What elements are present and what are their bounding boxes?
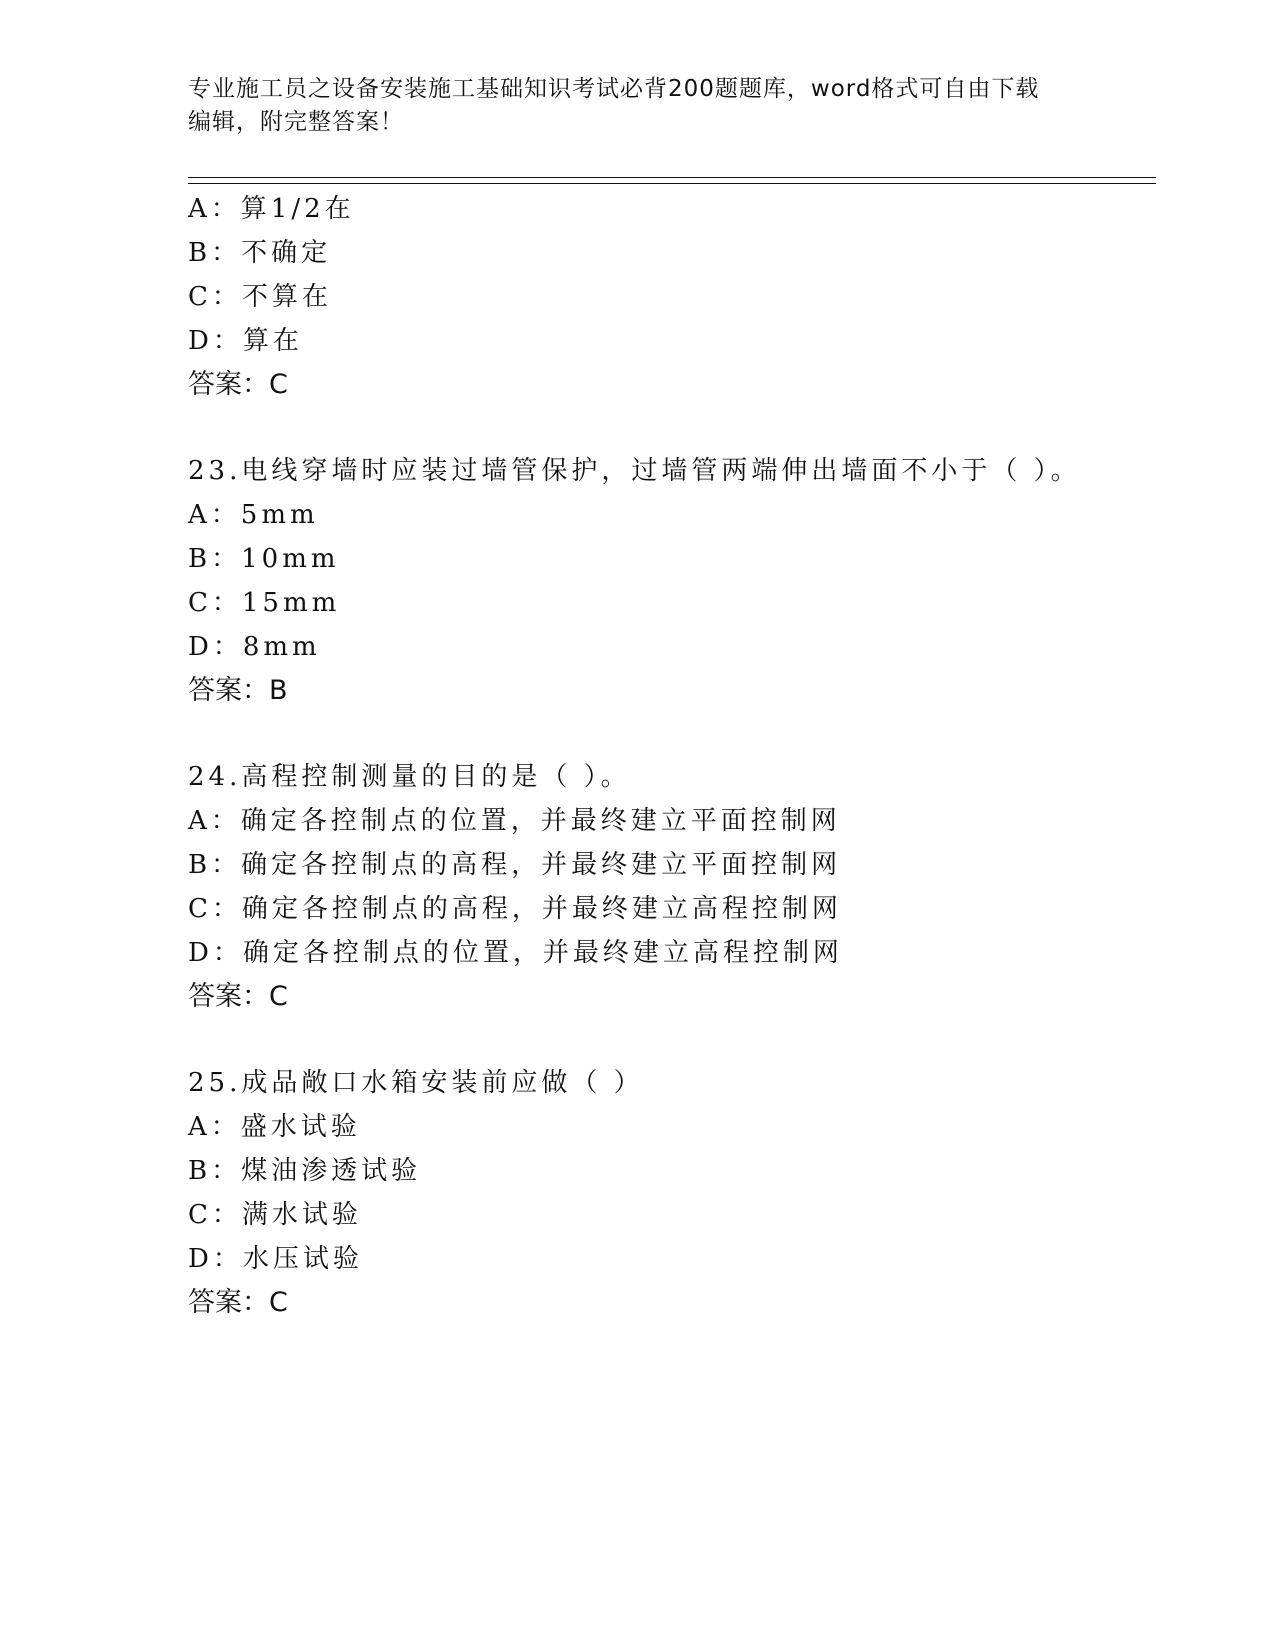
answer-line: 答案：B	[188, 675, 288, 706]
header-line-1: 专业施工员之设备安装施工基础知识考试必背200题题库，word格式可自由下载	[188, 76, 1040, 102]
question-25: 25.成品敞口水箱安装前应做（ ）	[188, 1068, 644, 1098]
option-c: C：不算在	[188, 282, 332, 312]
option-c: C：确定各控制点的高程，并最终建立高程控制网	[188, 894, 842, 924]
question-24: 24.高程控制测量的目的是（ ）。	[188, 762, 631, 792]
answer-line: 答案：C	[188, 1287, 288, 1318]
option-b: B：不确定	[188, 238, 332, 268]
option-a: A：盛水试验	[188, 1112, 361, 1142]
answer-line: 答案：C	[188, 369, 288, 400]
option-d: D：算在	[188, 326, 303, 356]
option-a: A：5mm	[188, 500, 319, 530]
header-divider-top	[188, 177, 1156, 178]
option-d: D：水压试验	[188, 1244, 363, 1274]
document-header	[188, 73, 1088, 139]
option-d: D：8mm	[188, 632, 321, 662]
header-line-2: 编辑，附完整答案！	[188, 109, 404, 135]
question-23: 23.电线穿墙时应装过墙管保护，过墙管两端伸出墙面不小于（ ）。	[188, 456, 1081, 486]
option-b: B：煤油渗透试验	[188, 1156, 422, 1186]
option-a: A：算1/2在	[188, 194, 355, 224]
option-d: D：确定各控制点的位置，并最终建立高程控制网	[188, 938, 843, 968]
option-a: A：确定各控制点的位置，并最终建立平面控制网	[188, 806, 841, 836]
option-b: B：10mm	[188, 544, 340, 574]
option-c: C：15mm	[188, 588, 341, 618]
answer-line: 答案：C	[188, 981, 288, 1012]
option-b: B：确定各控制点的高程，并最终建立平面控制网	[188, 850, 842, 880]
option-c: C：满水试验	[188, 1200, 362, 1230]
header-divider-bottom	[188, 183, 1156, 184]
